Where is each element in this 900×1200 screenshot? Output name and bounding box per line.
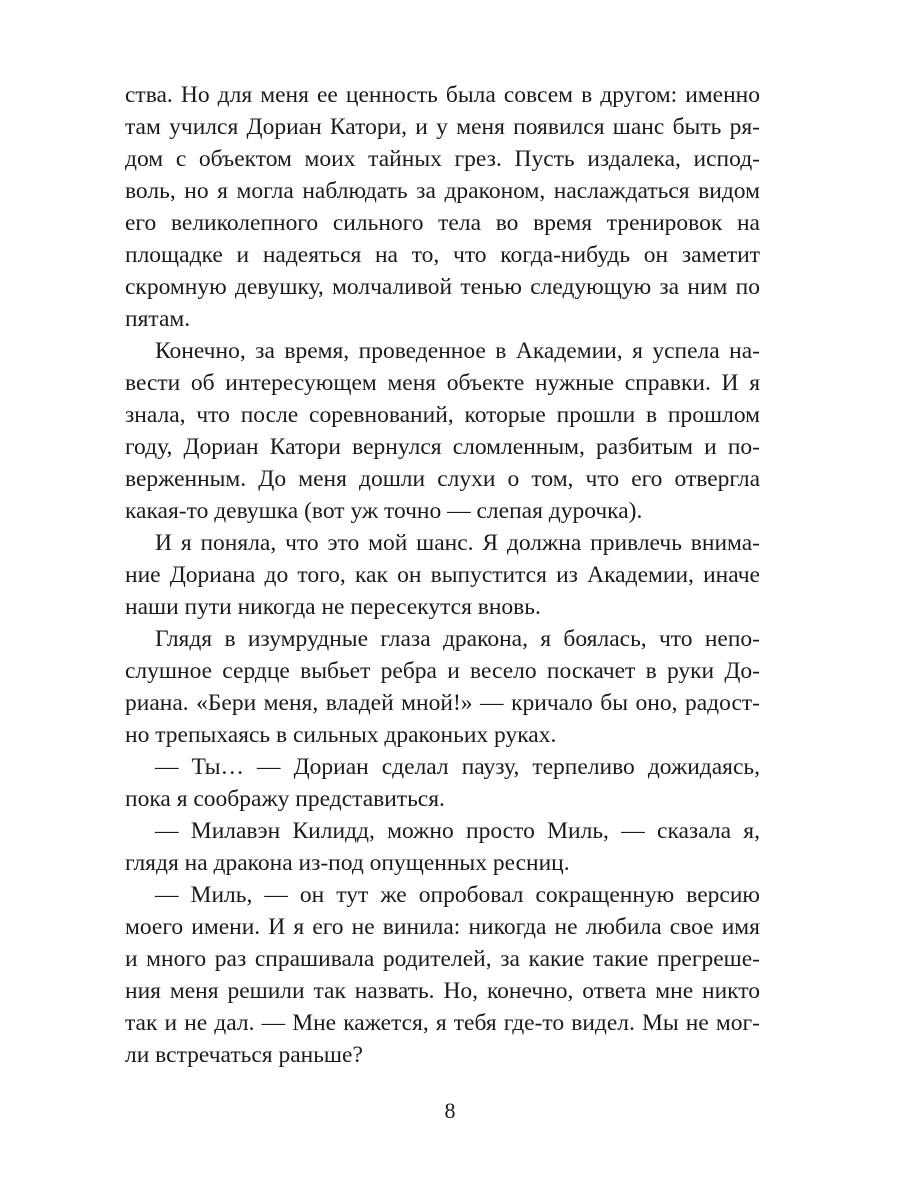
text-line: — Миль, — он тут же опробовал сокращенную версию [155,882,760,908]
text-line: глядя на дракона из-под опущенных ресниц. [125,850,570,876]
text-line: году, Дориан Катори вернулся сломленным, разбитым и по- [125,434,760,460]
text-line: его великолепного сильного тела во время тренировок на [125,210,760,236]
text-line: там учился Дориан Катори, и у меня появился шанс быть ря- [125,114,760,140]
text-line: наши пути никогда не пересекутся вновь. [125,594,541,620]
text-line: вести об интересующем меня объекте нужные справки. И я [125,370,760,396]
text-line: — Ты… — Дориан сделал паузу, терпеливо дожидаясь, [155,754,760,780]
text-line: ние Дориана до того, как он выпустится из Академии, иначе [125,562,760,588]
text-line: дом с объектом моих тайных грез. Пусть издалека, испод- [125,146,760,172]
text-line: скромную девушку, молчаливой тенью следующую за ним по [125,274,760,300]
text-line: моего имени. И я его не винила: никогда не любила свое имя [125,914,760,940]
page-number: 8 [444,1098,456,1123]
text-line: Конечно, за время, проведенное в Академии, я успела на- [155,338,760,364]
text-line: риана. «Бери меня, владей мной!» — кричало бы оно, радост- [125,690,760,716]
paragraph [125,879,760,1071]
text-line: так и не дал. — Мне кажется, я тебя где-то видел. Мы не мог- [125,1010,760,1036]
text-line: и много раз спрашивала родителей, за какие такие прегреше- [125,946,760,972]
text-line: какая-то девушка (вот уж точно — слепая дурочка). [125,498,643,524]
text-line: но трепыхаясь в сильных драконьих руках. [125,722,557,748]
text-line: воль, но я могла наблюдать за драконом, наслаждаться видом [125,178,760,204]
paragraph [125,79,760,335]
text-line: И я поняла, что это мой шанс. Я должна привлечь внима- [155,530,760,556]
text-line: — Милавэн Килидд, можно просто Миль, — сказала я, [155,818,760,844]
paragraph [125,527,760,623]
text-line: Глядя в изумрудные глаза дракона, я боялась, что непо- [155,626,760,652]
text-line: пока я соображу представиться. [125,786,445,812]
body-text [125,79,760,1071]
text-line: пятам. [125,306,191,332]
paragraph [125,623,760,751]
text-line: ли встречаться раньше? [125,1042,363,1068]
paragraph [125,751,760,815]
text-line: ства. Но для меня ее ценность была совсем в другом: именно [125,82,760,108]
text-line: знала, что после соревнований, которые прошли в прошлом [125,402,760,428]
text-line: верженным. До меня дошли слухи о том, что его отвергла [125,466,760,492]
text-line: ния меня решили так назвать. Но, конечно, ответа мне никто [125,978,760,1004]
paragraph [125,815,760,879]
text-line: площадке и надеяться на то, что когда-нибудь он заметит [125,242,760,268]
paragraph [125,335,760,527]
text-line: слушное сердце выбьет ребра и весело поскачет в руки До- [125,658,760,684]
